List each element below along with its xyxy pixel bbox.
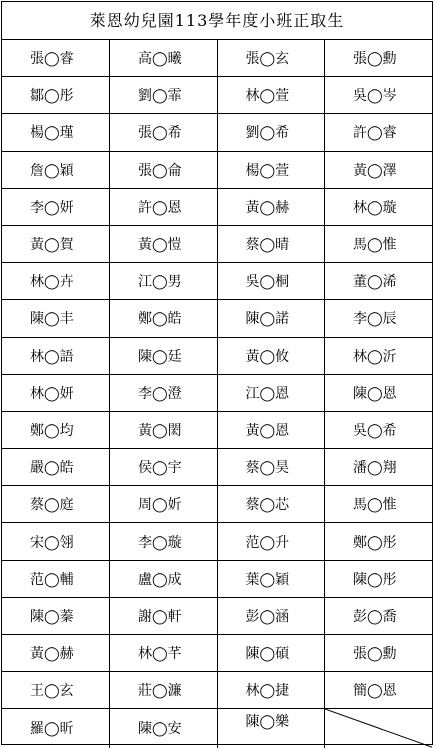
enrollment-list-document [1,1,433,745]
student-name-cell: 吳◯岑 [325,77,433,114]
student-name-cell: 葉◯穎 [217,560,325,597]
student-name-cell: 鄭◯皓 [110,300,218,337]
student-name-cell: 林◯萱 [217,77,325,114]
student-name-cell: 林◯卉 [2,263,110,300]
student-name-cell: 周◯妡 [110,486,218,523]
table-row [2,523,432,560]
table-row [2,374,432,411]
student-name-cell: 陳◯樂 [217,709,325,748]
student-name-cell: 莊◯濂 [110,672,218,709]
student-name-cell: 潘◯翔 [325,449,433,486]
table-row [2,411,432,448]
student-name-cell: 范◯輔 [2,560,110,597]
document-title: 萊恩幼兒園113學年度小班正取生 [2,2,432,40]
student-name-table [2,40,432,748]
table-row [2,337,432,374]
student-name-cell: 彭◯涵 [217,597,325,634]
student-name-cell: 劉◯霏 [110,77,218,114]
student-name-cell: 蔡◯庭 [2,486,110,523]
table-row [2,225,432,262]
table-row [2,40,432,77]
student-name-cell: 張◯睿 [2,40,110,77]
student-name-cell: 盧◯成 [110,560,218,597]
empty-slashed-cell [325,709,433,748]
student-name-cell: 黃◯澤 [325,151,433,188]
student-name-cell: 高◯曦 [110,40,218,77]
student-name-cell: 劉◯希 [217,114,325,151]
diagonal-slash-line [325,709,432,747]
table-row [2,77,432,114]
student-name-cell: 張◯勳 [325,40,433,77]
student-name-cell: 嚴◯皓 [2,449,110,486]
table-row [2,597,432,634]
student-name-cell: 陳◯安 [110,709,218,748]
student-name-cell: 鄭◯均 [2,411,110,448]
student-name-cell: 李◯辰 [325,300,433,337]
student-name-cell: 林◯沂 [325,337,433,374]
student-name-cell: 張◯希 [110,114,218,151]
student-name-cell: 王◯玄 [2,672,110,709]
student-name-cell: 蔡◯晴 [217,225,325,262]
student-name-cell: 羅◯昕 [2,709,110,748]
student-name-cell: 許◯睿 [325,114,433,151]
student-name-cell: 林◯妍 [2,374,110,411]
student-name-cell: 陳◯蓁 [2,597,110,634]
student-name-cell: 宋◯翎 [2,523,110,560]
table-row [2,635,432,672]
student-name-cell: 江◯男 [110,263,218,300]
table-row [2,486,432,523]
table-row [2,709,432,748]
student-name-cell: 李◯澄 [110,374,218,411]
student-name-cell: 簡◯恩 [325,672,433,709]
table-row [2,151,432,188]
student-name-cell: 張◯玄 [217,40,325,77]
student-name-cell: 鄒◯彤 [2,77,110,114]
table-row [2,188,432,225]
student-name-cell: 黃◯赫 [217,188,325,225]
student-name-cell: 馬◯惟 [325,486,433,523]
student-name-cell: 張◯侖 [110,151,218,188]
student-name-cell: 彭◯喬 [325,597,433,634]
student-name-cell: 黃◯恩 [217,411,325,448]
student-name-cell: 吳◯桐 [217,263,325,300]
student-name-cell: 董◯浠 [325,263,433,300]
student-name-cell: 江◯恩 [217,374,325,411]
student-name-cell: 陳◯恩 [325,374,433,411]
student-name-cell: 范◯升 [217,523,325,560]
student-name-cell: 陳◯廷 [110,337,218,374]
student-name-cell: 楊◯萱 [217,151,325,188]
student-name-cell: 吳◯希 [325,411,433,448]
student-name-cell: 林◯芊 [110,635,218,672]
student-name-cell: 侯◯宇 [110,449,218,486]
student-name-cell: 楊◯瑾 [2,114,110,151]
student-name-cell: 陳◯彤 [325,560,433,597]
student-name-cell: 陳◯碩 [217,635,325,672]
student-name-cell: 鄭◯彤 [325,523,433,560]
student-name-cell: 黃◯愷 [110,225,218,262]
student-name-cell: 謝◯軒 [110,597,218,634]
student-name-cell: 馬◯惟 [325,225,433,262]
student-name-cell: 黃◯赫 [2,635,110,672]
student-name-cell: 李◯妍 [2,188,110,225]
table-row [2,560,432,597]
student-name-cell: 黃◯攸 [217,337,325,374]
student-name-cell: 詹◯穎 [2,151,110,188]
student-name-cell: 陳◯諾 [217,300,325,337]
student-name-cell: 黃◯賀 [2,225,110,262]
table-row [2,114,432,151]
student-name-cell: 蔡◯昊 [217,449,325,486]
student-name-cell: 黃◯閎 [110,411,218,448]
student-name-cell: 林◯語 [2,337,110,374]
table-row [2,263,432,300]
student-name-cell: 林◯璇 [325,188,433,225]
student-name-cell: 蔡◯芯 [217,486,325,523]
table-row [2,300,432,337]
student-name-cell: 張◯勳 [325,635,433,672]
student-name-cell: 許◯恩 [110,188,218,225]
student-name-cell: 陳◯丰 [2,300,110,337]
student-name-cell: 林◯捷 [217,672,325,709]
table-row [2,449,432,486]
student-name-cell: 李◯璇 [110,523,218,560]
table-row [2,672,432,709]
